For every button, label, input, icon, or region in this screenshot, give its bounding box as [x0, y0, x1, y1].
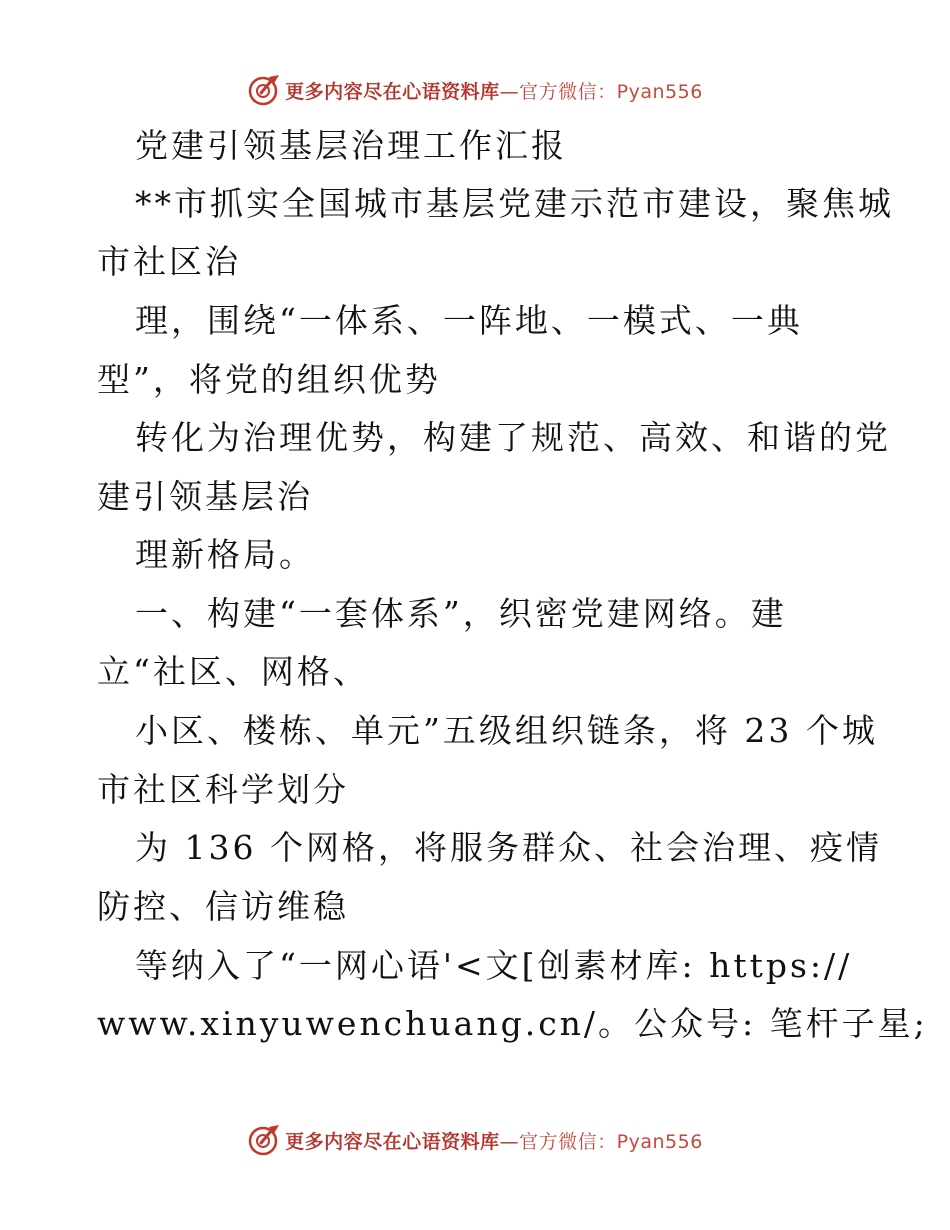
section-heading-line: 一、构建“一套体系”，织密党建网络。建 — [135, 594, 787, 633]
paragraph-line: www.xinyuwenchuang.cn/。公众号: 笔杆子星; — [97, 1004, 928, 1043]
paragraph-line: 市社区科学划分 — [97, 770, 349, 809]
paragraph-line: 转化为治理优势，构建了规范、高效、和谐的党 — [135, 418, 891, 457]
pen-logo-icon — [247, 73, 281, 107]
header-banner — [0, 70, 950, 110]
paragraph-line: **市抓实全国城市基层党建示范市建设，聚焦城 — [135, 184, 894, 223]
footer-banner — [0, 1120, 950, 1160]
paragraph-line: 理，围绕“一体系、一阵地、一模式、一典 — [135, 301, 803, 340]
paragraph-line: 立“社区、网格、 — [97, 652, 369, 691]
paragraph-line: 防控、信访维稳 — [97, 887, 349, 926]
paragraph-line: 理新格局。 — [135, 535, 315, 574]
footer-banner-wechat: 官方微信：Pyan556 — [519, 1130, 703, 1153]
footer-banner-main: 更多内容尽在心语资料库 — [285, 1130, 500, 1153]
pen-logo-icon — [247, 1123, 281, 1157]
paragraph-line: 等纳入了“一网心语'<文[创素材库: https:// — [135, 946, 853, 985]
header-banner-main: 更多内容尽在心语资料库 — [285, 80, 500, 103]
header-banner-dash: — — [499, 80, 520, 103]
header-banner-wechat: 官方微信：Pyan556 — [519, 80, 703, 103]
paragraph-line: 为 136 个网格，将服务群众、社会治理、疫情 — [135, 828, 882, 867]
header-banner-text — [285, 77, 703, 104]
document-title: 党建引领基层治理工作汇报 — [135, 126, 567, 165]
paragraph-line: 型”，将党的组织优势 — [97, 360, 441, 399]
paragraph-line: 小区、楼栋、单元”五级组织链条，将 23 个城 — [135, 711, 878, 750]
footer-banner-text — [285, 1127, 703, 1154]
paragraph-line: 市社区治 — [97, 242, 241, 281]
footer-banner-dash: — — [499, 1130, 520, 1153]
paragraph-line: 建引领基层治 — [97, 477, 313, 516]
